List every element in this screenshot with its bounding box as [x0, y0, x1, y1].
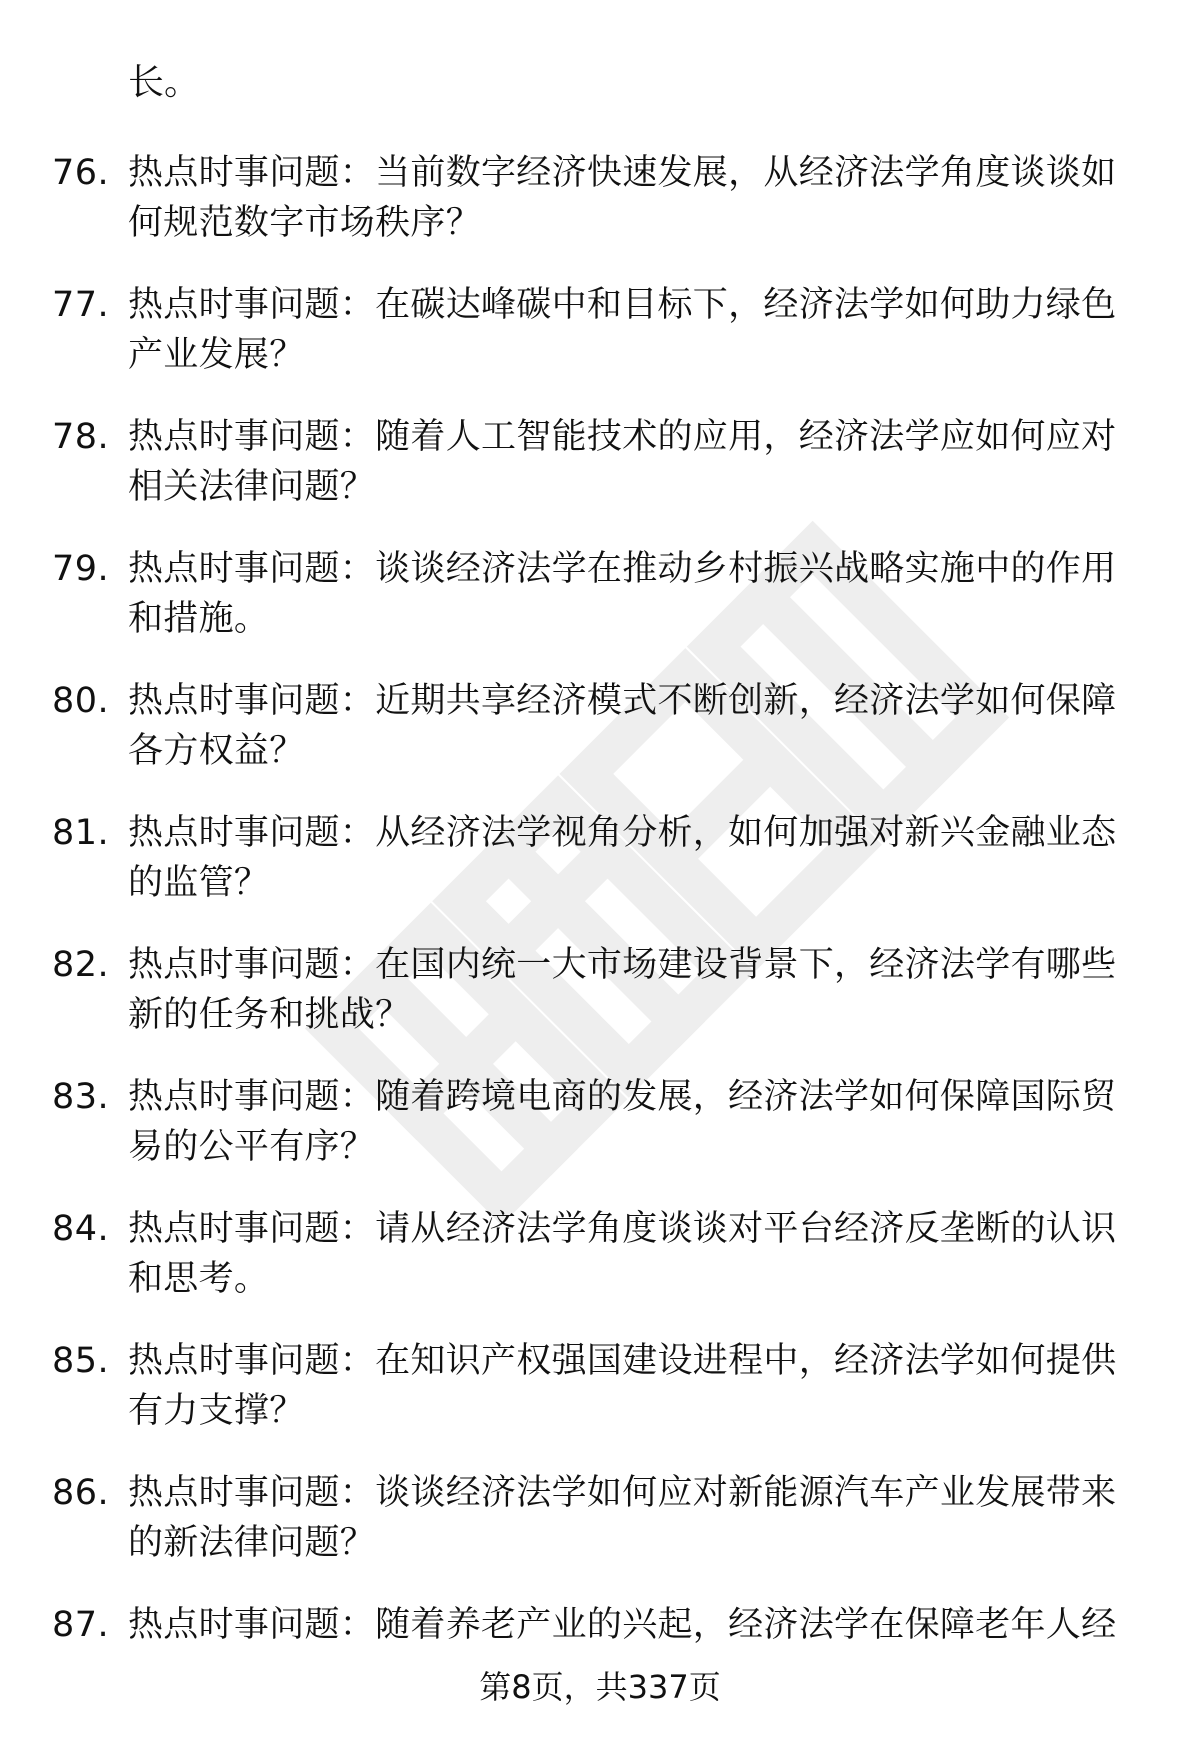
question-item: [0, 280, 1200, 412]
question-number: 85.: [52, 1341, 110, 1381]
question-text: 热点时事问题：从经济法学视角分析，如何加强对新兴金融业态的监管？: [128, 813, 1117, 903]
question-number: 86.: [52, 1473, 110, 1513]
question-number: 87.: [52, 1605, 110, 1645]
question-number: 80.: [52, 681, 110, 721]
question-text: 热点时事问题：在碳达峰碳中和目标下，经济法学如何助力绿色产业发展？: [128, 285, 1117, 375]
question-list: [0, 148, 1200, 1732]
question-number: 83.: [52, 1077, 110, 1117]
question-text: 热点时事问题：谈谈经济法学如何应对新能源汽车产业发展带来的新法律问题？: [128, 1473, 1117, 1563]
question-item: [0, 940, 1200, 1072]
question-item: [0, 1468, 1200, 1600]
question-item: [0, 676, 1200, 808]
question-text: 热点时事问题：随着跨境电商的发展，经济法学如何保障国际贸易的公平有序？: [128, 1077, 1117, 1167]
question-number: 77.: [52, 285, 110, 325]
question-item: [0, 1336, 1200, 1468]
page-number-footer: 第8页，共337页: [479, 1668, 721, 1706]
question-item: [0, 808, 1200, 940]
question-number: 84.: [52, 1209, 110, 1249]
question-number: 82.: [52, 945, 110, 985]
question-number: 81.: [52, 813, 110, 853]
question-item: [0, 544, 1200, 676]
question-item: [0, 1204, 1200, 1336]
question-text: 热点时事问题：在国内统一大市场建设背景下，经济法学有哪些新的任务和挑战？: [128, 945, 1117, 1035]
question-number: 78.: [52, 417, 110, 457]
question-text: 热点时事问题：近期共享经济模式不断创新，经济法学如何保障各方权益？: [128, 681, 1117, 771]
question-number: 79.: [52, 549, 110, 589]
question-text: 热点时事问题：随着养老产业的兴起，经济法学在保障老年人经: [128, 1605, 1117, 1645]
question-number: 76.: [52, 153, 110, 193]
question-text: 热点时事问题：随着人工智能技术的应用，经济法学应如何应对相关法律问题？: [128, 417, 1117, 507]
question-text: 热点时事问题：请从经济法学角度谈谈对平台经济反垄断的认识和思考。: [128, 1209, 1117, 1299]
question-text: 热点时事问题：在知识产权强国建设进程中，经济法学如何提供有力支撑？: [128, 1341, 1117, 1431]
question-item: [0, 148, 1200, 280]
question-text: 热点时事问题：谈谈经济法学在推动乡村振兴战略实施中的作用和措施。: [128, 549, 1117, 639]
continued-question-text: 长。: [128, 62, 201, 103]
question-item: [0, 1072, 1200, 1204]
question-item: [0, 412, 1200, 544]
question-text: 热点时事问题：当前数字经济快速发展，从经济法学角度谈谈如何规范数字市场秩序？: [128, 153, 1117, 243]
